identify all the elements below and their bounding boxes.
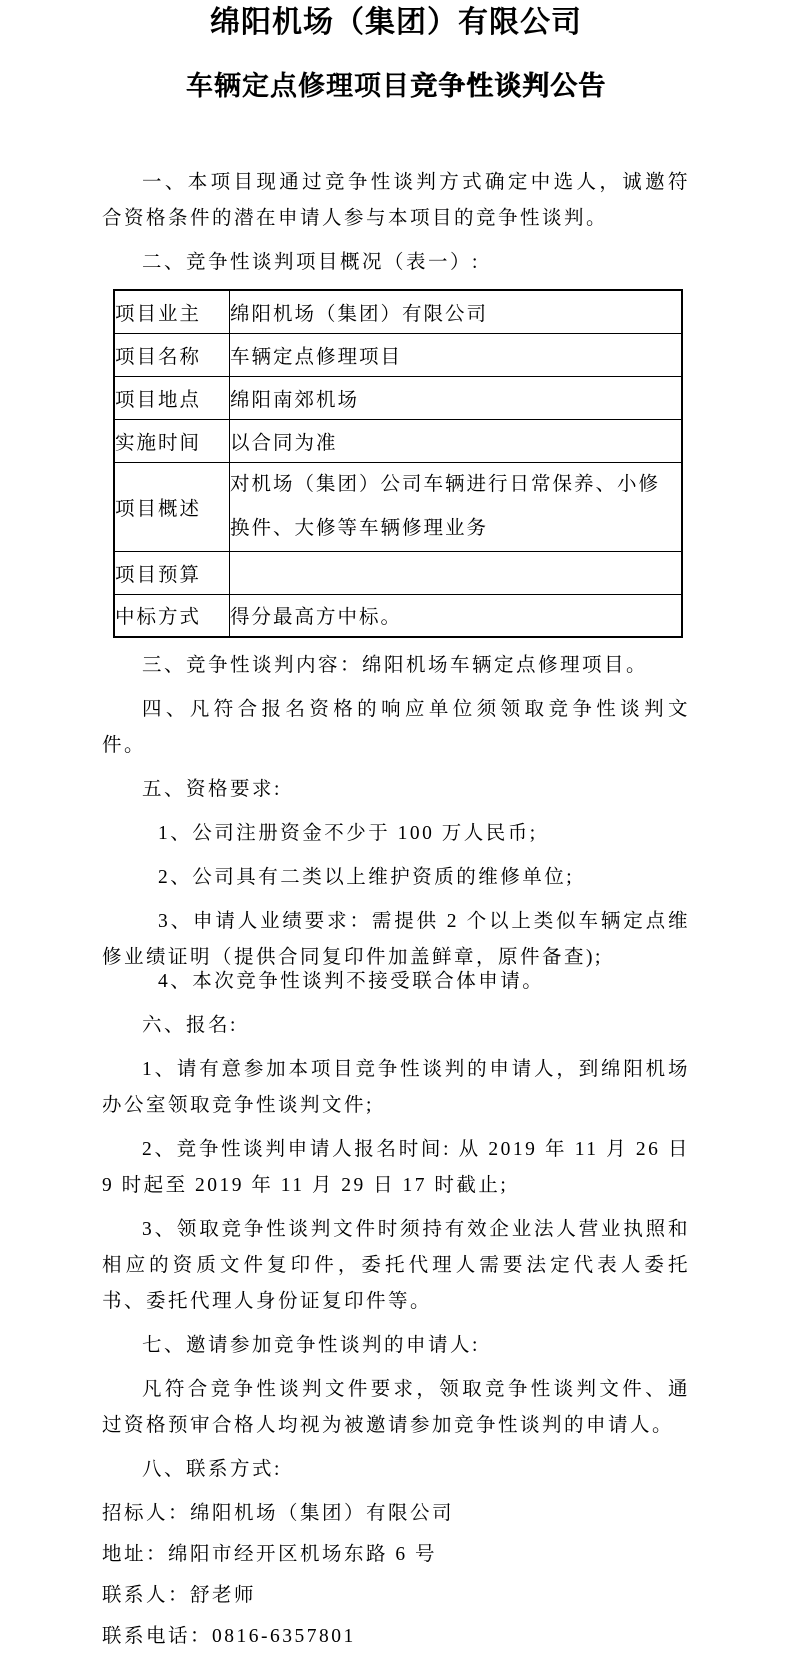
row-value: 以合同为准 bbox=[230, 419, 683, 462]
section-7-paragraph: 凡符合竞争性谈判文件要求，领取竞争性谈判文件、通过资格预审合格人均视为被邀请参加竞争性谈判的申请人。 bbox=[102, 1379, 690, 1436]
section-4-paragraph: 四、凡符合报名资格的响应单位须领取竞争性谈判文件。 bbox=[102, 699, 690, 756]
row-value: 得分最高方中标。 bbox=[230, 594, 683, 637]
section-5-item-4: 4、本次竞争性谈判不接受联合体申请。 bbox=[158, 971, 545, 992]
contact-address: 地址：绵阳市经开区机场东路 6 号 bbox=[102, 1544, 438, 1565]
row-value: 对机场（集团）公司车辆进行日常保养、小修换件、大修等车辆修理业务 bbox=[230, 462, 683, 551]
row-label: 项目预算 bbox=[114, 551, 230, 594]
doc-title: 绵阳机场（集团）有限公司 bbox=[210, 6, 582, 39]
row-value: 绵阳南郊机场 bbox=[230, 376, 683, 419]
doc-subtitle bbox=[102, 68, 690, 104]
row-value: 绵阳机场（集团）有限公司 bbox=[230, 290, 683, 333]
section-6-item-1: 1、请有意参加本项目竞争性谈判的申请人，到绵阳机场办公室领取竞争性谈判文件; bbox=[102, 1059, 690, 1116]
doc-subtitle-notice: 竞争性谈判公告 bbox=[410, 71, 606, 101]
section-2-heading: 二、竞争性谈判项目概况（表一）: bbox=[142, 252, 480, 273]
row-label: 项目概述 bbox=[114, 462, 230, 551]
table-row-owner bbox=[114, 290, 682, 333]
table-row-overview bbox=[114, 462, 682, 551]
contact-bidder: 招标人：绵阳机场（集团）有限公司 bbox=[102, 1503, 455, 1524]
contact-block bbox=[102, 1496, 690, 1655]
section-6-item-3: 3、领取竞争性谈判文件时须持有效企业法人营业执照和相应的资质文件复印件，委托代理人需要法定代表人委托书、委托代理人身份证复印件等。 bbox=[102, 1219, 690, 1312]
table-row-location bbox=[114, 376, 682, 419]
contact-person: 联系人：舒老师 bbox=[102, 1585, 257, 1606]
section-5-item-1: 1、公司注册资金不少于 100 万人民币; bbox=[158, 823, 538, 844]
row-label: 实施时间 bbox=[114, 419, 230, 462]
section-5-item-2: 2、公司具有二类以上维护资质的维修单位; bbox=[158, 867, 575, 888]
section-8-heading: 八、联系方式: bbox=[142, 1459, 282, 1480]
table-row-award-method bbox=[114, 594, 682, 637]
row-label: 项目名称 bbox=[114, 333, 230, 376]
row-value bbox=[230, 551, 683, 594]
section-5-heading: 五、资格要求: bbox=[142, 779, 282, 800]
section-6-heading: 六、报名: bbox=[142, 1015, 238, 1036]
row-label: 中标方式 bbox=[114, 594, 230, 637]
section-6-item-2: 2、竞争性谈判申请人报名时间: 从 2019 年 11 月 26 日 9 时起至 2019 年 11 月 29 日 17 时截止; bbox=[102, 1139, 690, 1196]
section-5-item-3: 3、申请人业绩要求：需提供 2 个以上类似车辆定点维修业绩证明（提供合同复印件加盖鲜章，原件备查); bbox=[102, 911, 690, 968]
row-value: 车辆定点修理项目 bbox=[230, 333, 683, 376]
row-label: 项目业主 bbox=[114, 290, 230, 333]
table-row-name bbox=[114, 333, 682, 376]
project-overview-table bbox=[113, 289, 683, 638]
section-1-paragraph: 一、本项目现通过竞争性谈判方式确定中选人，诚邀符合资格条件的潜在申请人参与本项目的竞争性谈判。 bbox=[102, 172, 690, 229]
section-3-paragraph: 三、竞争性谈判内容：绵阳机场车辆定点修理项目。 bbox=[142, 655, 649, 676]
doc-subtitle-project: 车辆定点修理项目 bbox=[186, 71, 410, 101]
section-7-heading: 七、邀请参加竞争性谈判的申请人: bbox=[142, 1335, 480, 1356]
row-label: 项目地点 bbox=[114, 376, 230, 419]
contact-phone: 联系电话：0816-6357801 bbox=[102, 1626, 356, 1647]
table-row-schedule bbox=[114, 419, 682, 462]
table-row-budget bbox=[114, 551, 682, 594]
